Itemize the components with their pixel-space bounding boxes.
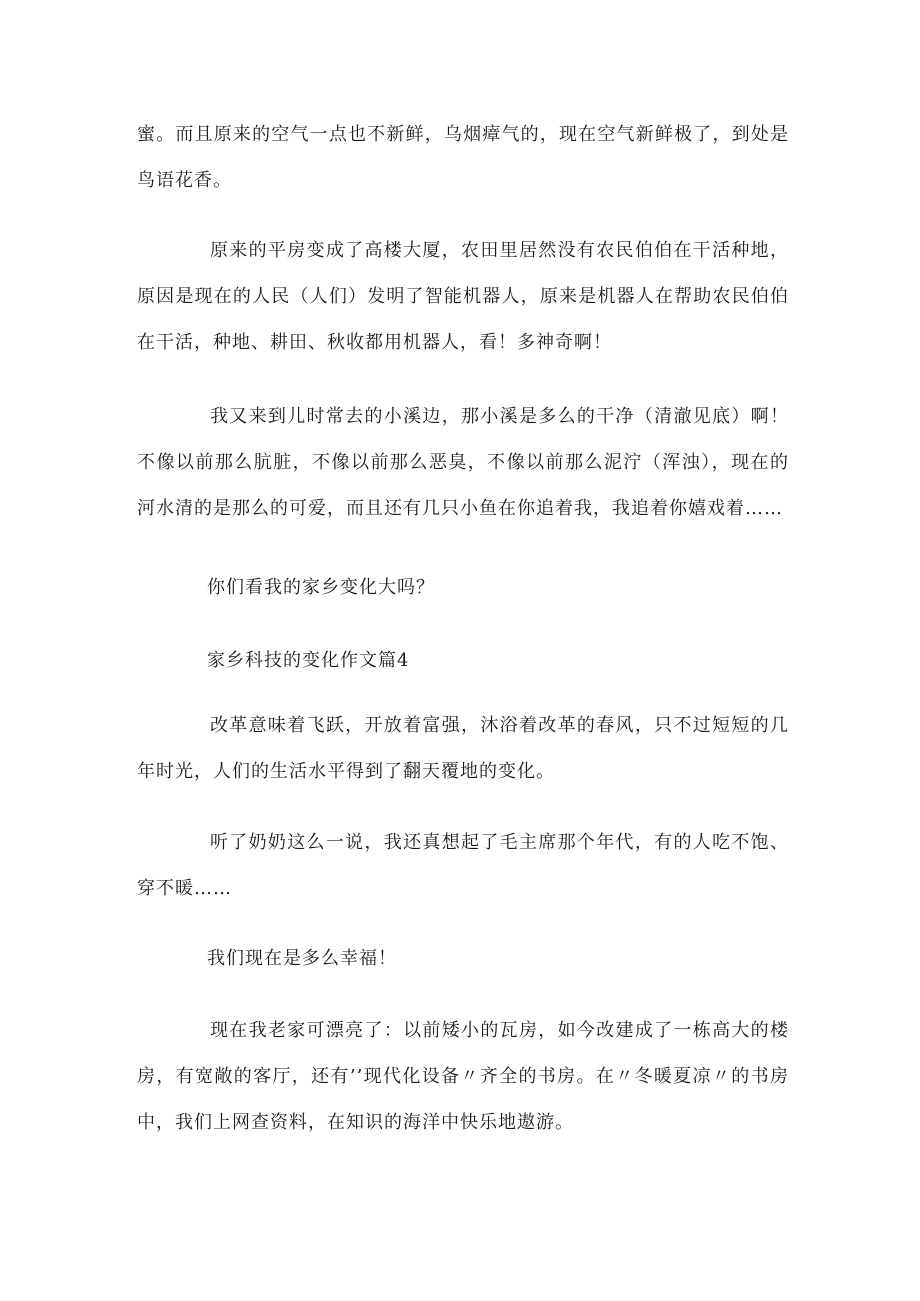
paragraph-creek: 我又来到儿时常去的小溪边，那小溪是多么的干净（清澈见底）啊！不像以前那么肮脏，不像以前那么恶臭，不像以前那么泥泞（浑浊），现在的河水清的是那么的可爱，而且还有几只小鱼在你追着我，我追着你嬉戏着…… (137, 406, 789, 519)
paragraph-happiness: 我们现在是多么幸福！ (207, 948, 397, 969)
paragraph-robots: 原来的平房变成了高楼大厦，农田里居然没有农民伯伯在干活种地，原因是现在的人民（人们）发明了智能机器人，原来是机器人在帮助农民伯伯在干活，种地、耕田、秋收都用机器人，看！多神奇啊！ (137, 240, 789, 353)
paragraph-reform: 改革意味着飞跃，开放着富强，沐浴着改革的春风，只不过短短的几年时光，人们的生活水平得到了翻天覆地的变化。 (137, 715, 789, 782)
section-heading: 家乡科技的变化作文篇4 (207, 650, 410, 671)
paragraph-question: 你们看我的家乡变化大吗？ (207, 577, 435, 598)
paragraph-grandma: 听了奶奶这么一说，我还真想起了毛主席那个年代，有的人吃不饱、穿不暖…… (137, 832, 789, 899)
paragraph-continuation: 蜜。而且原来的空气一点也不新鲜，乌烟瘴气的，现在空气新鲜极了，到处是鸟语花香。 (137, 124, 789, 191)
paragraph-hometown: 现在我老家可漂亮了：以前矮小的瓦房，如今改建成了一栋高大的楼房，有宽敞的客厅，还有’’现代化设备〃齐全的书房。在〃冬暖夏凉〃的书房中，我们上网查资料，在知识的海洋中快乐地遨游。 (137, 1020, 789, 1133)
